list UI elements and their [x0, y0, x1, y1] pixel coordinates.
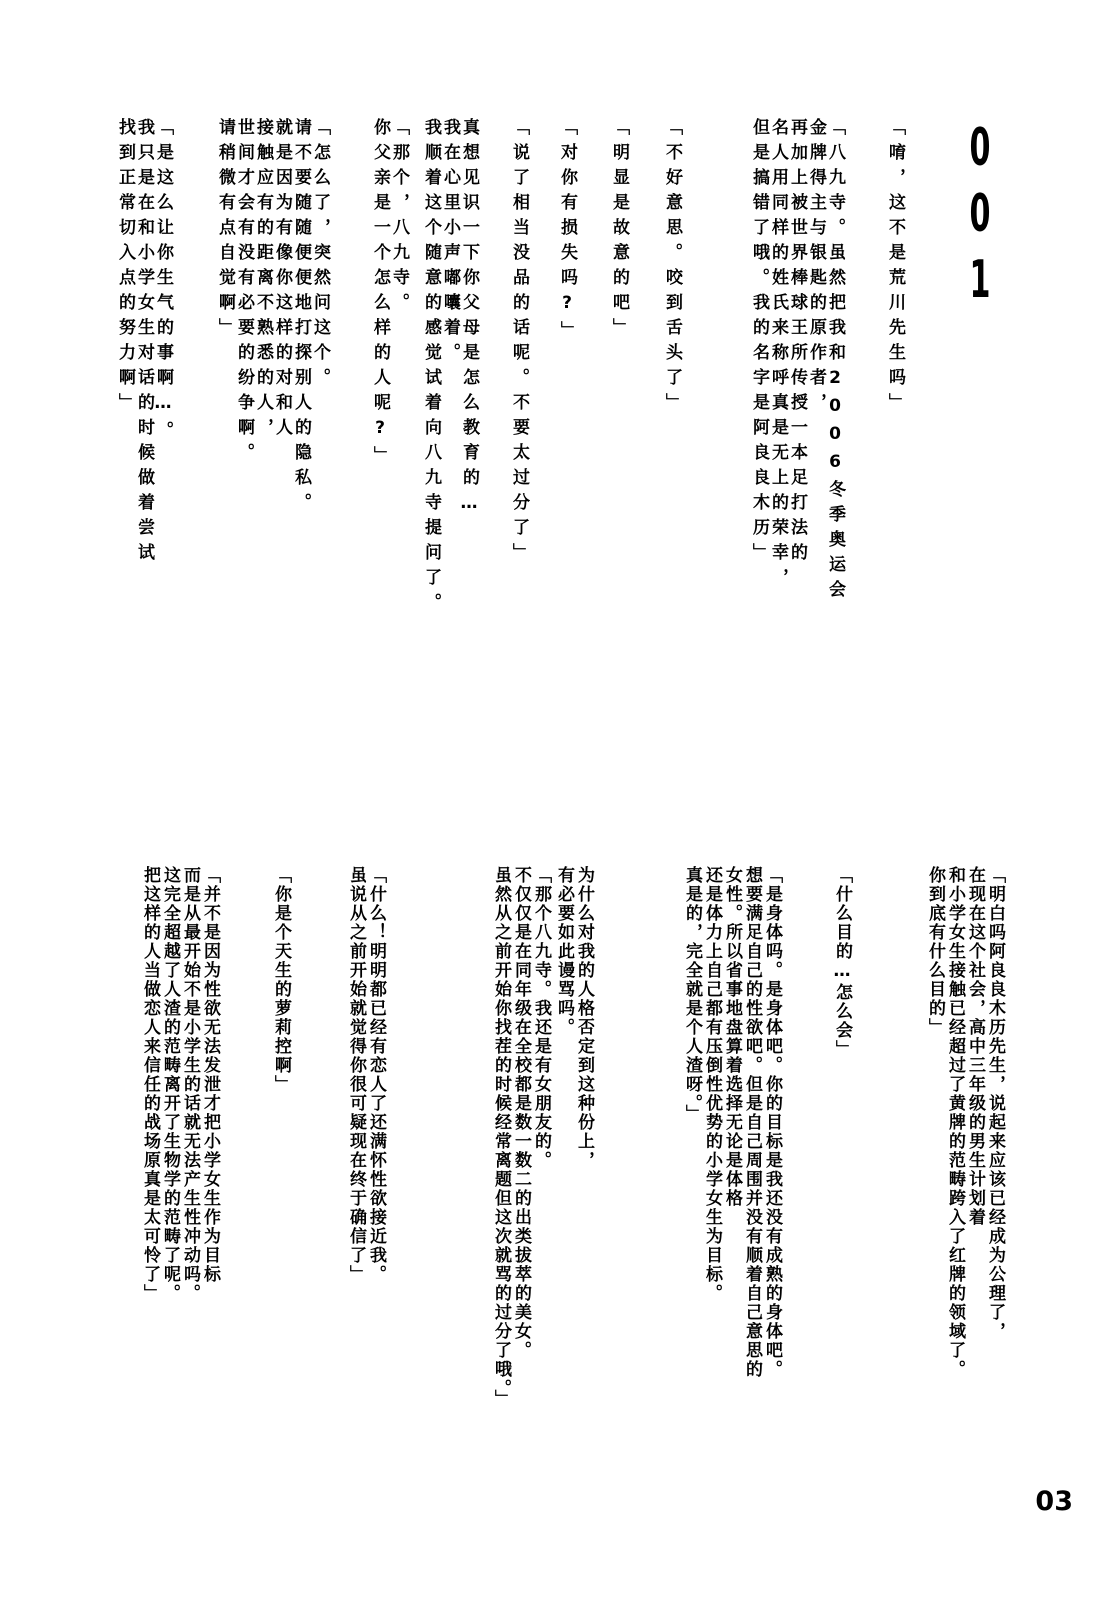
text-line: 「不好意思。咬到舌头了」	[662, 118, 682, 418]
text-line: 就是因为有像你这样的对和人	[272, 118, 292, 443]
text-line: 请稍微有点自觉啊」	[215, 118, 235, 343]
text-line: 「什么目的…怎么会」	[832, 866, 852, 1059]
text-line: 我顺着这个随意的感觉试着向八九寺提问了。	[421, 118, 441, 618]
text-line: 为什么对我的人格否定到这种份上，	[574, 866, 594, 1170]
text-line: 名人用同样的姓氏来称呼真是无上的荣幸，	[768, 118, 788, 593]
text-line: 「明白吗阿良良木历先生，说起来应该已经成为公理了，	[985, 866, 1005, 1341]
text-line: 我只是在和小学女生对话的时候做着尝试	[134, 118, 154, 568]
text-line: 「说了相当没品的话呢。不要太过分了」	[509, 118, 529, 568]
text-line: 「唷，这不是荒川先生吗」	[885, 118, 905, 418]
text-line: 「并不是因为性欲无法发泄才把小学女生作为目标	[200, 866, 220, 1284]
text-line: 不仅仅是在同年级在全校都是数一数二的出类拔萃的美女。	[511, 866, 531, 1360]
text-line: 「怎么了，突然问这个。	[310, 118, 330, 393]
text-line: 虽说从之前开始就觉得你很可疑现在终于确信了」	[346, 866, 366, 1284]
text-line: 我在心里小声嘟囔着。	[440, 118, 460, 368]
text-line: 「是这么让你生气的事啊…。	[153, 118, 173, 446]
text-line: 再加上被世界棒球王所传授一本足打法的	[787, 118, 807, 568]
text-line: 「八九寺。虽然把我和2006冬季奥运会	[825, 118, 845, 605]
text-line: 「明显是故意的吧」	[609, 118, 629, 343]
text-line: 「你是个天生的萝莉控啊」	[271, 866, 291, 1094]
text-line: 想要满足自己的性欲吧。但是自己周围并没有顺着自己意思的	[742, 866, 762, 1379]
page-number: 03	[1035, 1486, 1073, 1517]
text-line: 还是体力上自己都有压倒性优势的小学女生为目标。	[702, 866, 722, 1303]
text-line: 真想见识一下你父母是怎么教育的…	[459, 118, 479, 521]
text-line: 女性。所以省事地盘算着选择无论是体格	[722, 866, 742, 1208]
text-line: 真是的，完全就是个人渣呀。」	[682, 866, 702, 1124]
text-line: 金牌得主与银匙的原作者，	[806, 118, 826, 418]
top-text-section	[115, 118, 998, 624]
text-line: 「那个，八九寺。	[389, 118, 409, 318]
text-line: 「对你有损失吗?」	[557, 118, 577, 346]
text-line: 你到底有什么目的」	[925, 866, 945, 1037]
text-line: 在现在这个社会，高中三年级的男生计划着	[965, 866, 985, 1227]
text-line: 找到正常切入点的努力啊」	[115, 118, 135, 418]
text-line: 虽然从之前开始你找茬的时候经常离题但这次就骂的过分了哦。」	[491, 866, 511, 1409]
text-line: 有必要如此谩骂吗。	[554, 866, 574, 1037]
text-line: 你父亲是一个怎么样的人呢?」	[370, 118, 390, 471]
bottom-text-section	[140, 866, 1005, 1422]
chapter-number: 001	[962, 118, 998, 316]
text-line: 请不要随随便便地打探别人的隐私。	[291, 118, 311, 518]
text-line: 把这样的人当做恋人来信任的战场原真是太可怜了」	[140, 866, 160, 1303]
text-line: 这完全超越了人渣的范畴离开了生物学的范畴了呢。	[160, 866, 180, 1303]
text-line: 「那个八九寺。我还是有女朋友的。	[531, 866, 551, 1170]
text-line: 「是身体吗。是身体吧。你的目标是我还没有成熟的身体吧。	[762, 866, 782, 1379]
text-line: 世间才会有没有必要的纷争啊。	[234, 118, 254, 468]
text-line: 但是搞错了哦。我的名字是阿良良木历」	[749, 118, 769, 568]
text-line: 「什么！明明都已经有恋人了还满怀性欲接近我。	[366, 866, 386, 1284]
text-line: 接触应有的距离不熟悉的人，	[253, 118, 273, 443]
text-line: 而是从最开始不是小学生的话就无法产生性冲动吗。	[180, 866, 200, 1303]
text-line: 和小学女生接触已经超过了黄牌的范畴跨入了红牌的领域了。	[945, 866, 965, 1379]
